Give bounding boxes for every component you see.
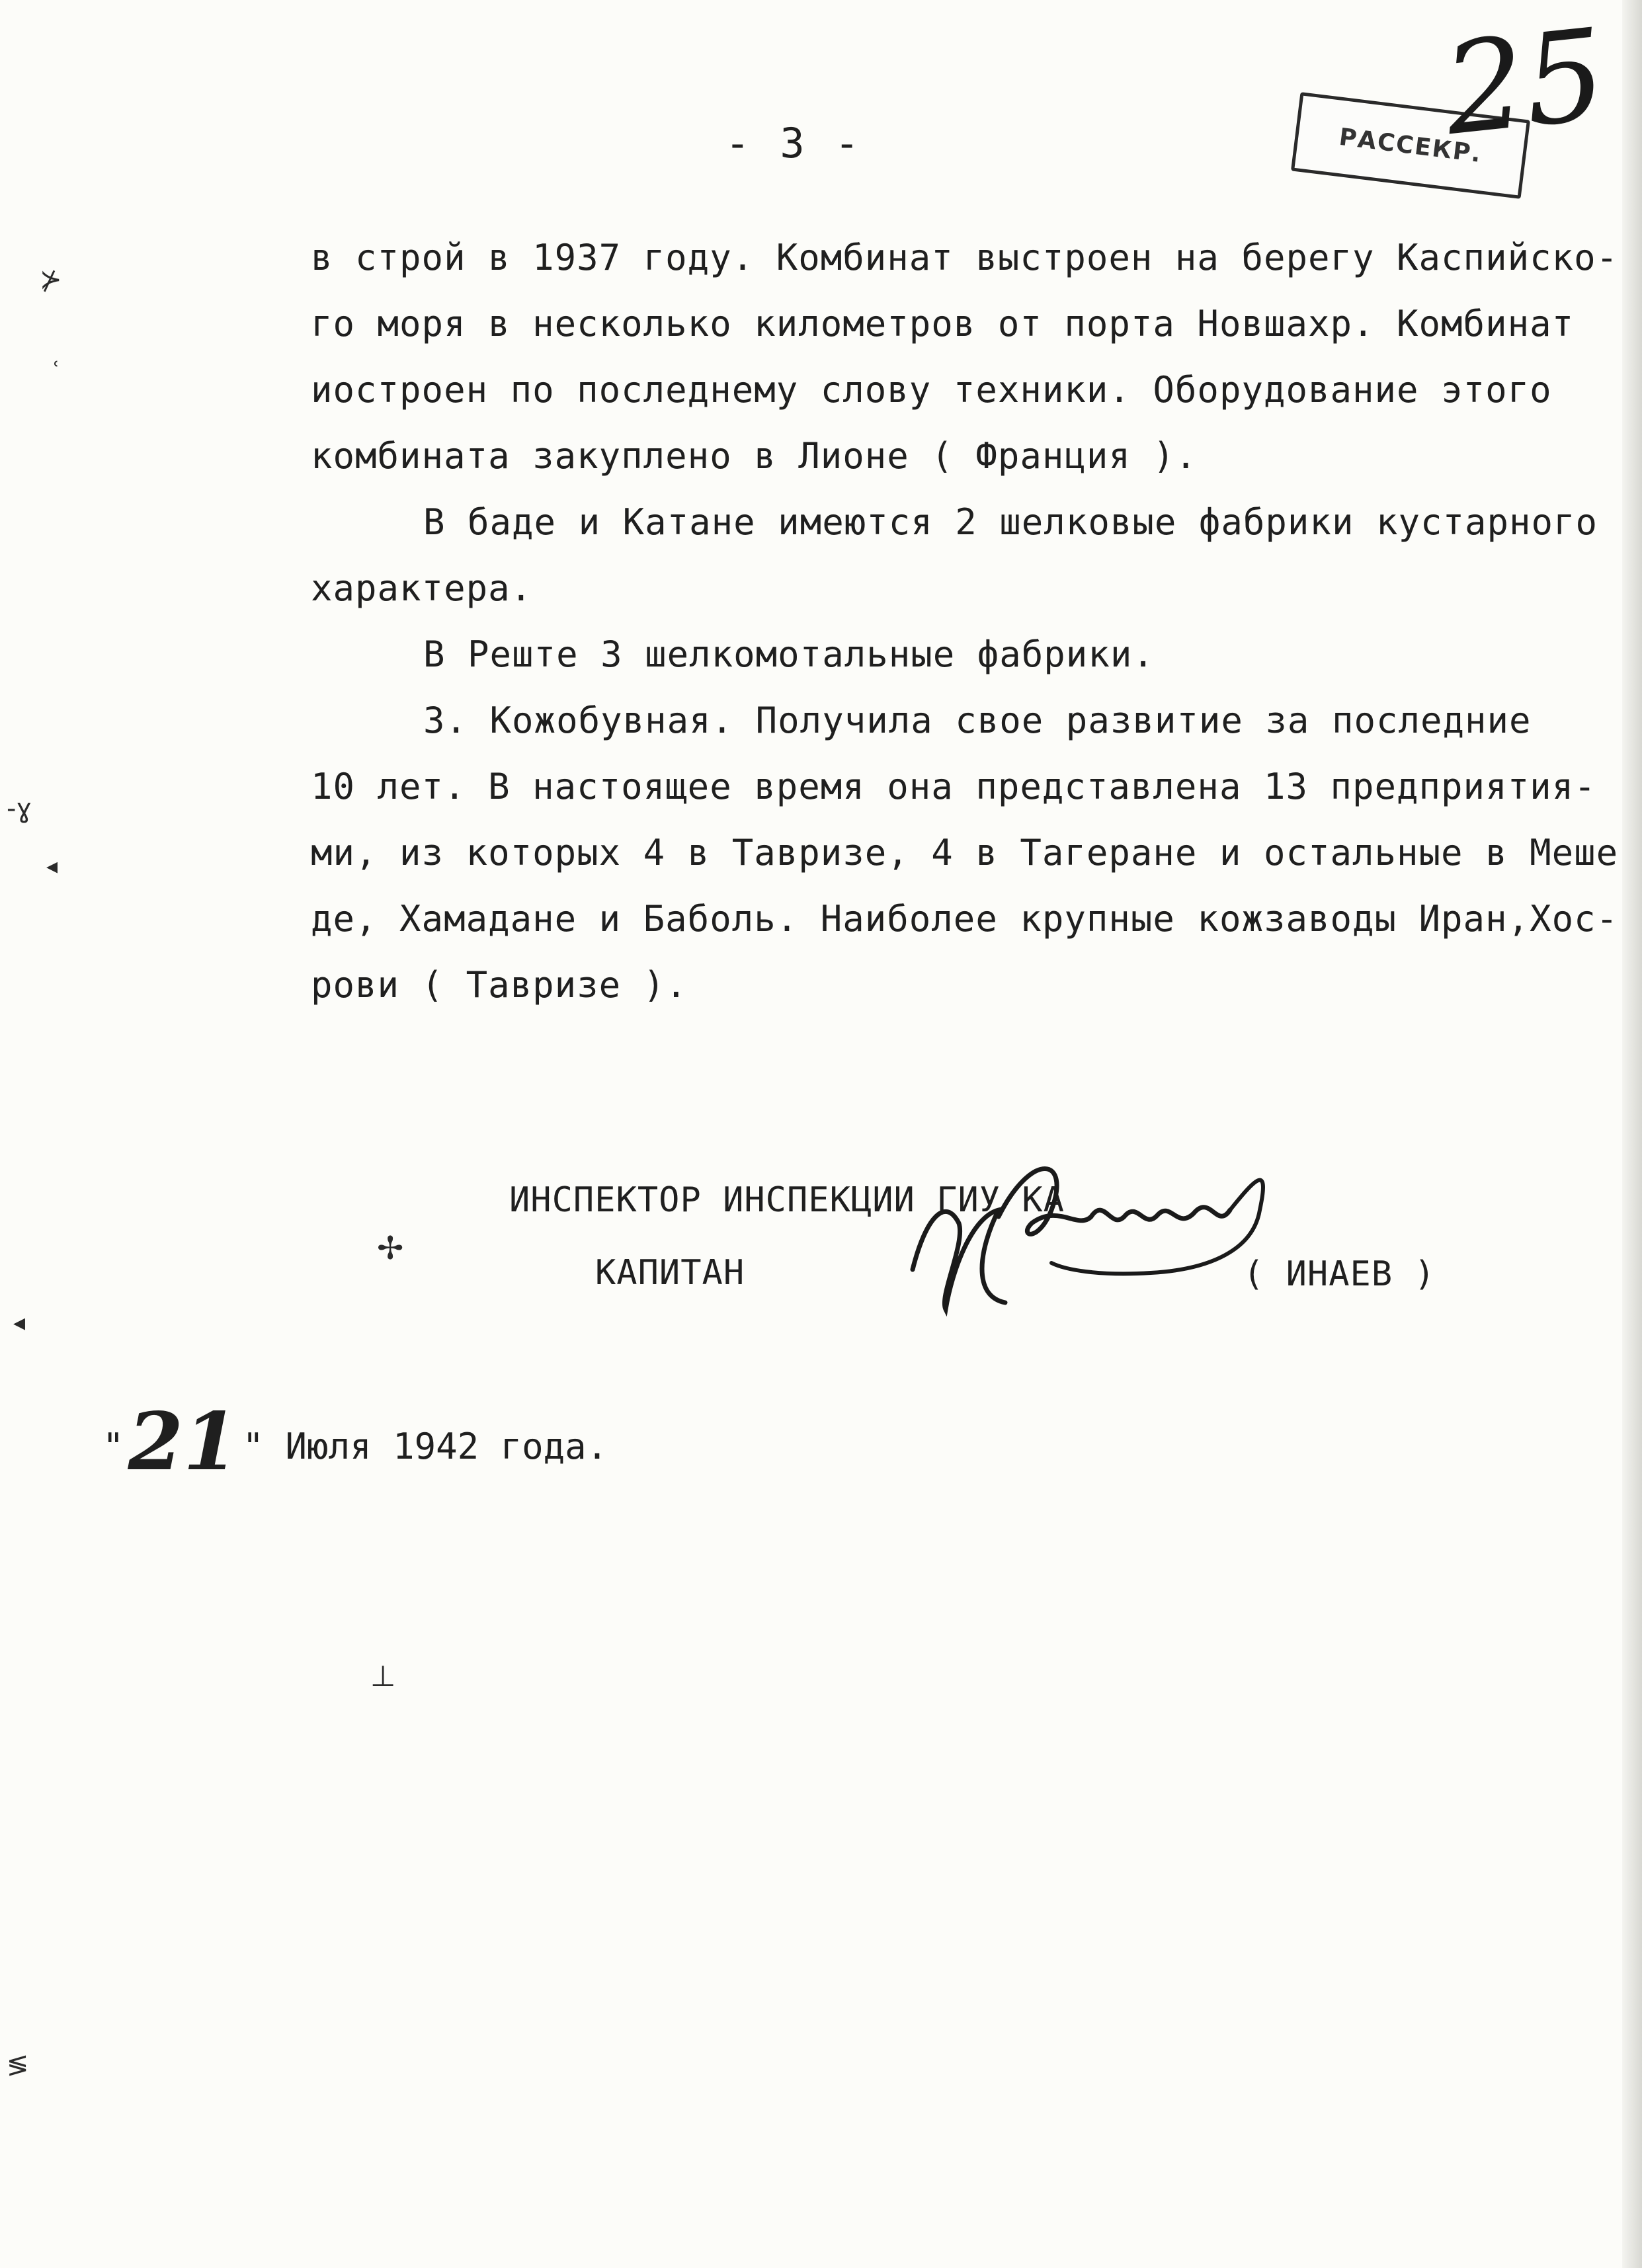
date-day-handwritten: 21 (128, 1395, 239, 1488)
margin-speck: ◂ (46, 853, 58, 879)
text-line: в строй в 1937 году. Комбинат выстроен на берегу Каспийско- (311, 237, 1619, 278)
body-text (311, 225, 1620, 1018)
text-line: иостроен по последнему слову техники. Оборудование этого (311, 369, 1552, 411)
handwritten-signature (899, 1137, 1309, 1336)
text-line: рови ( Тавризе ). (311, 964, 688, 1006)
signatory-name: ( ИНАЕВ ) (1243, 1254, 1436, 1294)
date-close-quote: " (242, 1426, 265, 1467)
margin-speck: ‑ɣ (7, 793, 32, 824)
margin-speck: ≶ (7, 2050, 29, 2080)
text-line: го моря в несколько километров от порта Новшахр. Комбинат (311, 303, 1575, 344)
text-line: В баде и Катане имеются 2 шелковые фабрики кустарного (423, 501, 1598, 543)
signatory-title: ИНСПЕКТОР ИНСПЕКЦИИ ГИУ КА (509, 1180, 1065, 1220)
text-line: ми, из которых 4 в Тавризе, 4 в Тагеране и остальные в Меше (311, 832, 1619, 873)
date-month-year: Июля 1942 года. (285, 1426, 608, 1467)
text-line: 10 лет. В настоящее время она представлена 13 предприятия- (311, 766, 1596, 807)
document-date (103, 1395, 608, 1488)
folio-number: 25 (1438, 1, 1612, 164)
text-line: 3. Кожобувная. Получила свое развитие за последние (423, 700, 1532, 741)
text-line: В Реште 3 шелкомотальные фабрики. (423, 633, 1155, 675)
text-line: характера. (311, 567, 533, 609)
margin-speck: ◂ (13, 1309, 26, 1336)
text-line: де, Хамадане и Баболь. Наиболее крупные кожзаводы Иран,Хос- (311, 898, 1619, 940)
text-line: комбината закуплено в Лионе ( Франция ). (311, 435, 1198, 477)
margin-speck: ✢ (377, 1230, 404, 1267)
page-number: - 3 - (725, 119, 862, 167)
scan-edge (1622, 0, 1642, 2268)
date-open-quote: " (103, 1426, 124, 1467)
signatory-rank: КАПИТАН (595, 1253, 745, 1293)
margin-speck: ʿ (53, 357, 60, 384)
margin-speck: ⊥ (370, 1660, 396, 1693)
margin-speck: ⊁ (40, 264, 62, 295)
declassified-stamp: РАССЕКР. (1291, 92, 1530, 199)
